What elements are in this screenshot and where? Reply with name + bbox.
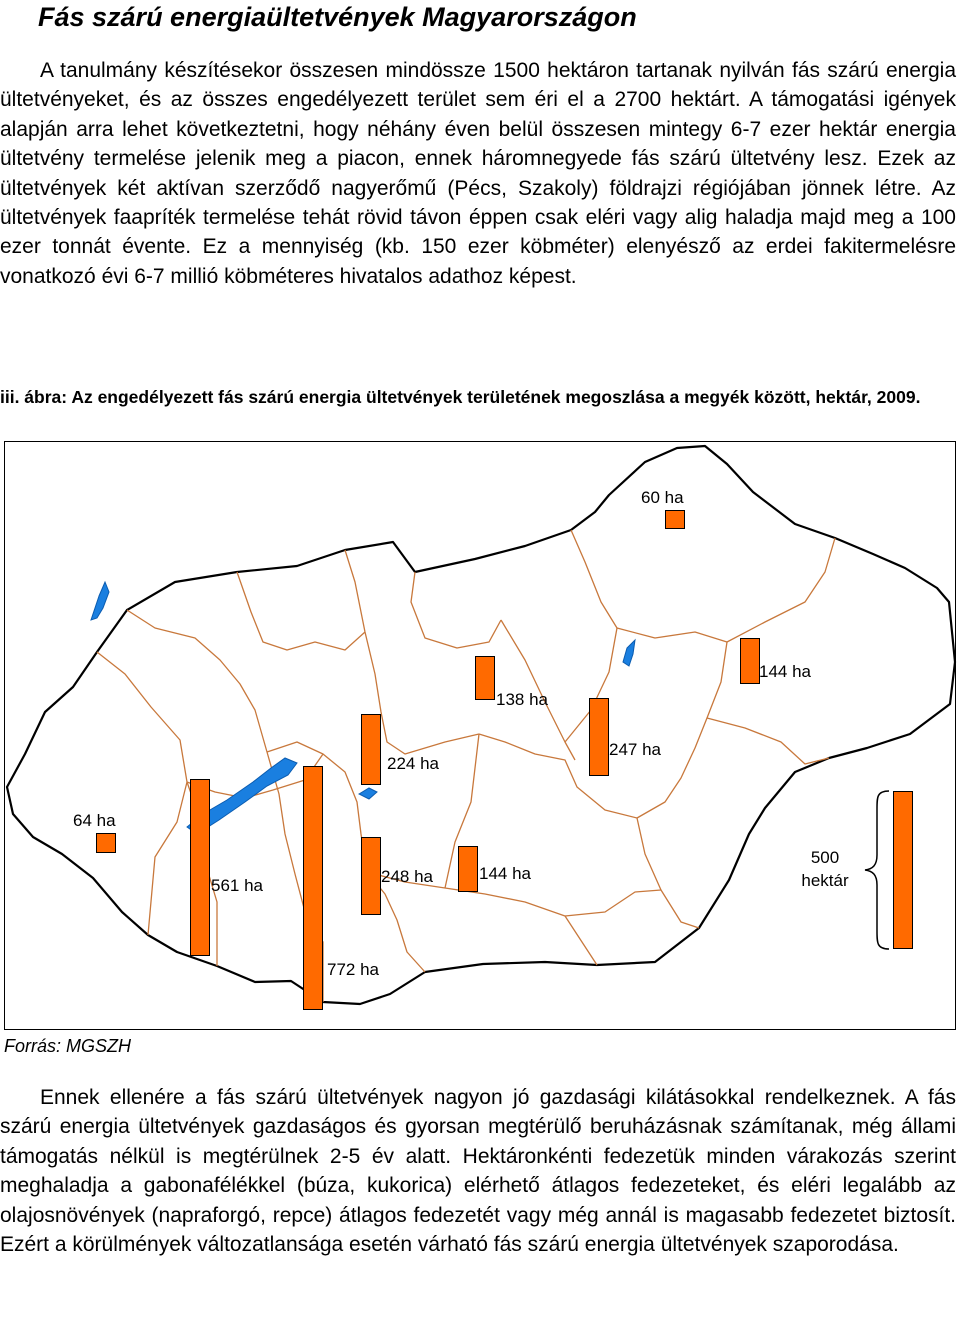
county-bar (96, 833, 116, 853)
hungary-county-map (5, 442, 957, 1031)
county-bar-label: 138 ha (496, 690, 548, 709)
source-note: Forrás: MGSZH (4, 1036, 132, 1056)
county-bar (665, 510, 685, 529)
county-bar-label: 144 ha (759, 662, 811, 681)
page-title: Fás szárú energiaültetvények Magyarországon (38, 2, 637, 32)
county-bar (458, 846, 478, 892)
county-bar (589, 698, 609, 776)
county-bar (361, 837, 381, 915)
conclusion-paragraph: Ennek ellenére a fás szárú ültetvények nagyon jó gazdasági kilátásokkal rendelkeznek. A fás szárú energia ültetvények gazdaságos és gyorsan megtérülő beruházásnak számítanak, még állami támogatás nélkül is megtérülnek 2-5 év alatt. Hektáronkénti fedezetük minden várakozás szerint meghaladja a gabonafélékkel (búza, kukorica) elérhető átlagos fedezeteket, és eléri legalább az olajosnövények (napraforgó, repce) átlagos fedezetét vagy még annál is magasabb fedezetet biztosít. Ezért a körülmények változatlansága esetén várható fás szárú energia ültetvények szaporodása. (0, 1086, 956, 1257)
county-bar-label: 248 ha (381, 867, 433, 886)
lake-velence (359, 788, 377, 799)
figure-caption: iii. ábra: Az engedélyezett fás szárú energia ültetvények területének megoszlása a megyék között, hektár, 2009. (0, 387, 921, 407)
county-bar-label: 144 ha (479, 864, 531, 883)
county-bar-label: 224 ha (387, 754, 439, 773)
legend-label (795, 846, 855, 892)
county-bar-label: 64 ha (73, 811, 116, 830)
county-bar (303, 766, 323, 1010)
map-figure (4, 441, 956, 1030)
county-bar (740, 638, 760, 684)
county-bar-label: 772 ha (327, 960, 379, 979)
county-bar-label: 60 ha (641, 488, 684, 507)
lake-ferto (91, 582, 109, 620)
legend-brace (861, 789, 901, 951)
county-bar (361, 714, 381, 785)
county-bar-label: 561 ha (211, 876, 263, 895)
legend-value: 500 (810, 848, 840, 867)
county-bar (190, 779, 210, 956)
intro-paragraph: A tanulmány készítésekor összesen mindössze 1500 hektáron tartanak nyilván fás szárú energia ültetvényeket, és az összes engedélyezett terület sem éri el a 2700 hektárt. A támogatási igények alapján arra lehet következtetni, hogy néhány éven belül összesen mintegy 6-7 ezer hektár energia ültetvény termelése jelenik meg a piacon, ennek háromnegyede fás szárú ültetvény lesz. Ezek az ültetvények két aktívan szerződő nagyerőmű (Pécs, Szakoly) földrajzi régiójában jönnek létre. Az ültetvények faapríték termelése tehát rövid távon éppen csak eléri vagy alig haladja majd meg a 100 ezer tonnát évente. Ez a mennyiség (kb. 150 ezer köbméter) elenyésző az erdei fakitermelésre vonatkozó évi 6-7 millió köbméteres hivatalos adathoz képest. (0, 59, 956, 288)
lake-tisza (623, 640, 635, 666)
county-bar (475, 656, 495, 700)
legend-unit: hektár (801, 871, 849, 890)
county-bar-label: 247 ha (609, 740, 661, 759)
